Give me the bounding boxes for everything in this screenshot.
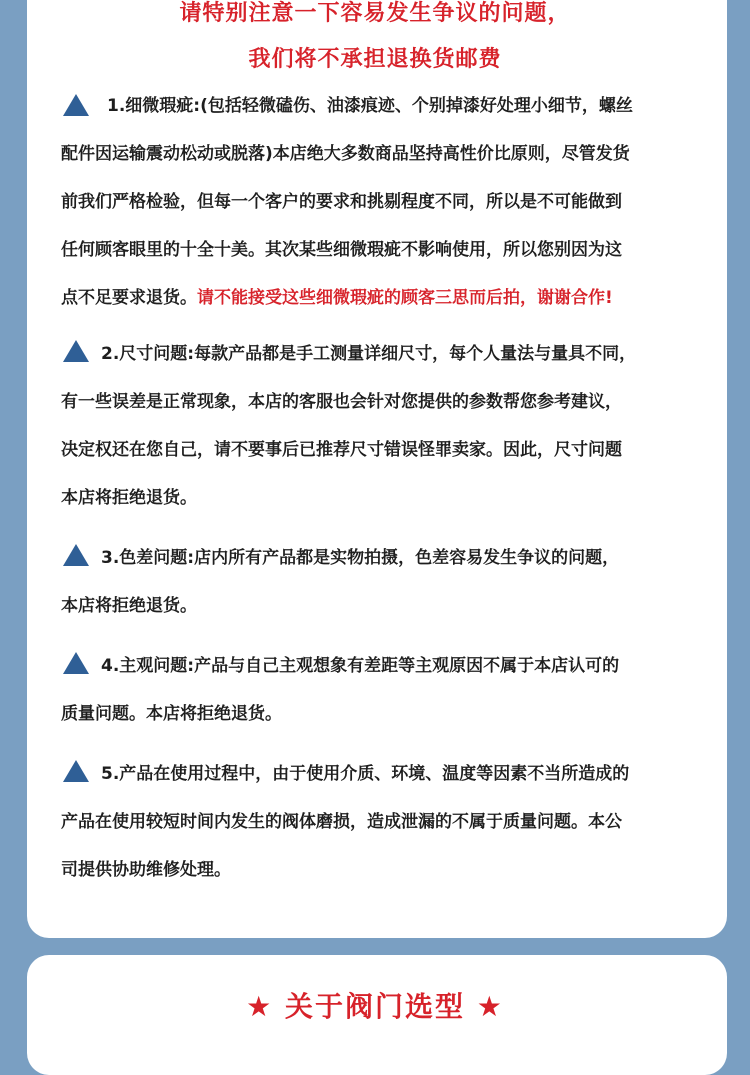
item-line: 任何顾客眼里的十全十美。其次某些细微瑕疵不影响使用，所以您别因为这 (61, 240, 622, 260)
item-line-text: 点不足要求退货。 (61, 288, 197, 308)
triangle-icon (63, 94, 89, 116)
item-line: 3.色差问题:店内所有产品都是实物拍摄，色差容易发生争议的问题， (101, 548, 620, 568)
warning-text: 请不能接受这些细微瑕疵的顾客三思而后拍，谢谢合作! (197, 288, 613, 308)
item-line: 决定权还在您自己，请不要事后已推荐尺寸错误怪罪卖家。因此，尺寸问题 (61, 440, 622, 460)
item-line: 有一些误差是正常现象，本店的客服也会针对您提供的参数帮您参考建议， (61, 392, 622, 412)
item-last-line (61, 274, 613, 322)
item-line: 本店将拒绝退货。 (61, 488, 197, 508)
star-icon: ★ (476, 990, 504, 1023)
section-title (0, 985, 750, 1025)
item-line: 2.尺寸问题:每款产品都是手工测量详细尺寸，每个人量法与量具不同， (101, 344, 637, 364)
item-line: 本店将拒绝退货。 (61, 596, 197, 616)
item-line: 4.主观问题:产品与自己主观想象有差距等主观原因不属于本店认可的 (101, 656, 620, 676)
star-icon: ★ (246, 990, 274, 1023)
section-title-text: 关于阀门选型 (284, 990, 465, 1023)
item-line: 配件因运输震动松动或脱落)本店绝大多数商品坚持高性价比原则，尽管发货 (61, 144, 630, 164)
notice-heading-line1: 请特别注意一下容易发生争议的问题， (179, 1, 571, 26)
item-line: 5.产品在使用过程中，由于使用介质、环境、温度等因素不当所造成的 (101, 764, 630, 784)
item-line: 产品在使用较短时间内发生的阀体磨损，造成泄漏的不属于质量问题。本公 (61, 812, 622, 832)
item-line: 1.细微瑕疵:(包括轻微磕伤、油漆痕迹、个别掉漆好处理小细节，螺丝 (107, 96, 633, 116)
triangle-icon (63, 544, 89, 566)
triangle-icon (63, 760, 89, 782)
triangle-icon (63, 652, 89, 674)
item-line: 司提供协助维修处理。 (61, 860, 231, 880)
item-line: 质量问题。本店将拒绝退货。 (61, 704, 282, 724)
notice-heading-line2: 我们将不承担退换货邮费 (248, 47, 502, 72)
triangle-icon (63, 340, 89, 362)
item-line: 前我们严格检验，但每一个客户的要求和挑剔程度不同，所以是不可能做到 (61, 192, 622, 212)
